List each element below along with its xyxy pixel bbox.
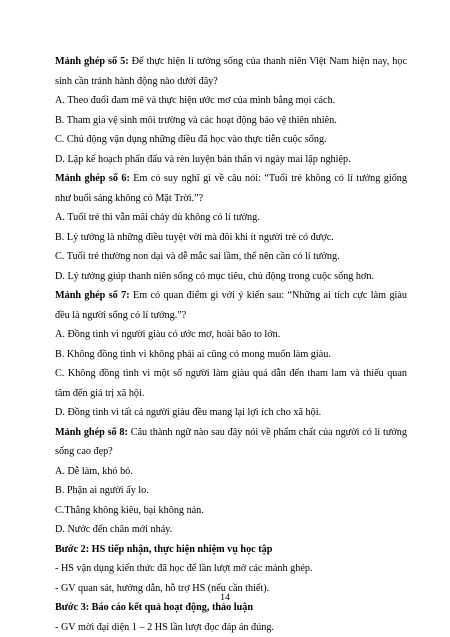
question-8-option-a: A. Dễ làm, khó bỏ. xyxy=(55,465,133,477)
question-7-label: Mảnh ghép số 7: xyxy=(55,290,130,301)
question-5-option-a: A. Theo đuổi đam mê và thực hiện ước mơ của mình bằng mọi cách. xyxy=(55,95,336,106)
question-8-stem xyxy=(55,423,407,462)
question-7-text: Em có quan điểm gì với ý kiến sau: “Những ai tích cực làm giàu đều là người sống có lí tưởng.”? xyxy=(55,290,407,321)
question-8-option-d: D. Nước đến chân mới nhảy. xyxy=(55,524,173,535)
question-6-option-d: D. Lý tưởng giúp thanh niên sống có mục tiêu, chủ động trong cuộc sống hơn. xyxy=(55,270,375,282)
page-content xyxy=(55,52,407,637)
question-7-stem xyxy=(55,286,407,325)
question-5-label: Mảnh ghép số 5: xyxy=(55,56,129,67)
question-6-option-c: C. Tuổi trẻ thường non dại và dễ mắc sai lầm, thế nên cần có lí tưởng. xyxy=(55,251,340,262)
question-6-option-b: B. Lý tưởng là những điều tuyệt vời mà đôi khi ít người trẻ có được. xyxy=(55,231,334,243)
page-number: 14 xyxy=(220,593,230,603)
step-3-line-1: - GV mời đại diện 1 – 2 HS lần lượt đọc đáp án đúng. xyxy=(55,621,274,633)
question-6-label: Mảnh ghép số 6: xyxy=(55,173,130,184)
question-8-option-b: B. Phận ai người ấy lo. xyxy=(55,485,149,496)
step-2-heading: Bước 2: HS tiếp nhận, thực hiện nhiệm vụ học tập xyxy=(55,543,273,555)
question-5-option-b: B. Tham gia vệ sinh môi trường và các hoạt động bảo vệ thiên nhiên. xyxy=(55,114,337,126)
step-2-line-1: - HS vận dụng kiến thức đã học để lần lượt mở các mảnh ghép. xyxy=(55,563,313,574)
question-6-text: Em có suy nghĩ gì về câu nói: “Tuổi trẻ không có lí tưởng giống như buổi sáng không có Mặt Trời.”? xyxy=(55,173,407,204)
question-8-option-c: C.Thắng không kiêu, bại không nản. xyxy=(55,504,204,516)
step-3-heading: Bước 3: Báo cáo kết quả hoạt động, thảo luận xyxy=(55,602,253,613)
question-5-option-c: C. Chủ động vận dụng những điều đã học vào thực tiễn cuộc sống. xyxy=(55,134,327,145)
question-8-text: Câu thành ngữ nào sau đây nói về phẩm chất của người có lí tưởng sống cao đẹp? xyxy=(55,426,407,457)
question-5-option-d: D. Lập kế hoạch phấn đấu và rèn luyện bản thân vì ngày mai lập nghiệp. xyxy=(55,153,351,165)
question-6-stem xyxy=(55,169,407,208)
question-5-text: Để thực hiện lí tưởng sống của thanh niên Việt Nam hiện nay, học sinh cần tránh hành động nào dưới đây? xyxy=(55,56,407,87)
question-7-option-c: C. Không đồng tình vì một số người làm giàu quá dẫn đến tham lam và thiếu quan tâm đến giá trị xã hội. xyxy=(55,368,407,399)
question-7-option-d: D. Đồng tình vì tất cả người giàu đều mang lại lợi ích cho xã hội. xyxy=(55,407,322,418)
step-2-line-2: - GV quan sát, hướng dẫn, hỗ trợ HS (nếu cần thiết). xyxy=(55,582,270,594)
question-5-stem xyxy=(55,52,407,91)
question-7-option-b: B. Không đồng tình vì không phải ai cũng có mong muốn làm giàu. xyxy=(55,348,331,360)
question-6-option-a: A. Tuổi trẻ thì vẫn mãi cháy dù không có lí tưởng. xyxy=(55,212,260,223)
question-8-label: Mảnh ghép số 8: xyxy=(55,426,128,438)
question-7-option-a: A. Đồng tình vì người giàu có ước mơ, hoài bão to lớn. xyxy=(55,329,281,340)
